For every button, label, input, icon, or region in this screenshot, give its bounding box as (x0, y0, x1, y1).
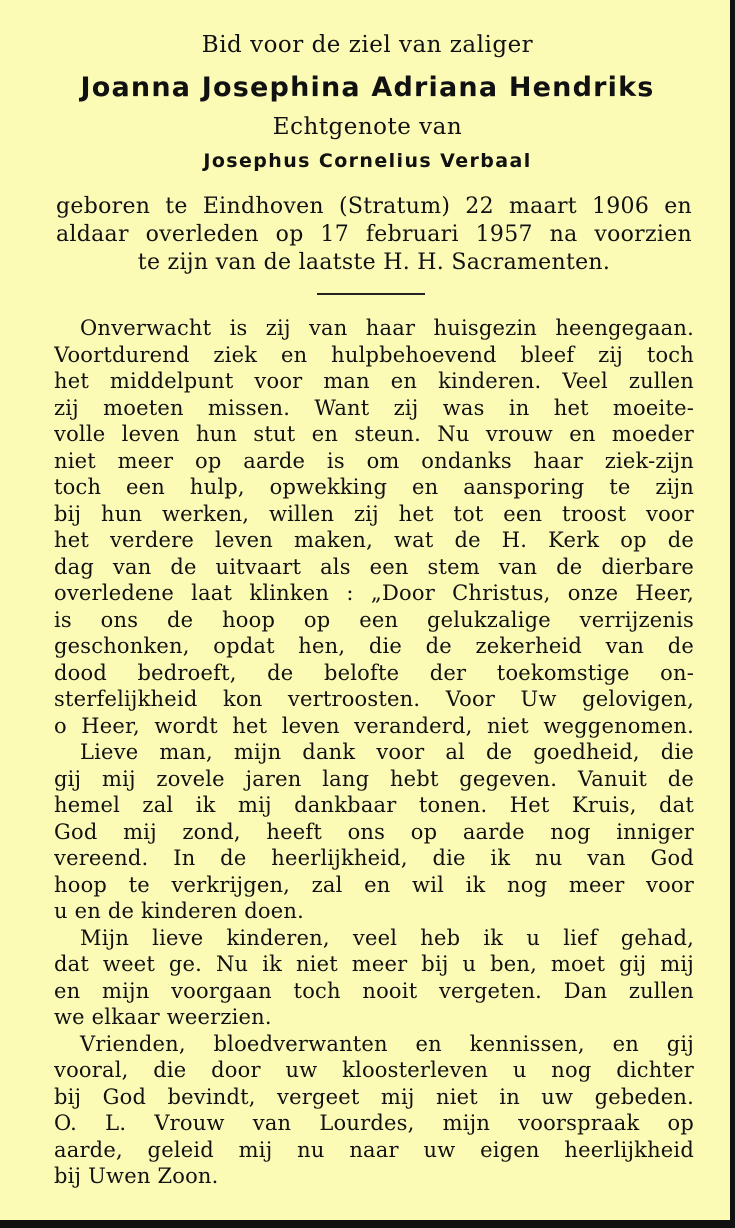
birth-death-paragraph (56, 193, 692, 277)
text-line: het middelpunt voor man en kinderen. Veel zullen (54, 369, 694, 393)
text-line: bij God bevindt, vergeet mij niet in uw gebeden. (54, 1084, 694, 1109)
text-line: hoop te verkrijgen, zal en wil ik nog meer voor (54, 872, 694, 897)
deceased-name: Joanna Josephina Adriana Hendriks (80, 72, 655, 103)
text-line: dat weet ge. Nu ik niet meer bij u ben, moet gij mij (54, 952, 694, 976)
text-line: we elkaar weerzien. (54, 1005, 272, 1029)
text-line: O. L. Vrouw van Lourdes, mijn voorspraak op (54, 1111, 694, 1135)
text-line: sterfelijkheid kon vertroosten. Voor Uw gelovigen, (54, 687, 694, 711)
text-line: en mijn voorgaan toch nooit vergeten. Dan zullen (54, 978, 694, 1003)
text-line: Voortdurend ziek en hulpbehoevend bleef zij toch (54, 342, 694, 367)
text-line: Lieve man, mijn dank voor al de goedheid, die (80, 740, 694, 764)
text-line: toch een hulp, opwekking en aansporing te zijn (54, 475, 694, 499)
text-line: het verdere leven maken, wat de H. Kerk op de (54, 528, 694, 552)
text-line: God mij zond, heeft ons op aarde nog inniger (54, 819, 694, 844)
text-line: Mijn lieve kinderen, veel heb ik u lief gehad, (80, 925, 694, 950)
text-line: te zijn van de laatste H. H. Sacramenten. (137, 250, 611, 275)
text-line: is ons de hoop op een gelukzalige verrijzenis (54, 607, 694, 632)
text-line: dood bedroeft, de belofte der toekomstige on- (54, 660, 694, 685)
text-line: u en de kinderen doen. (54, 899, 304, 923)
text-line: bij Uwen Zoon. (54, 1164, 219, 1188)
text-line: hemel zal ik mij dankbaar tonen. Het Kruis, dat (54, 793, 694, 817)
text-line: overledene laat klinken : „Door Christus, onze Heer, (54, 581, 694, 605)
text-line: niet meer op aarde is om ondanks haar ziek-zijn (54, 448, 694, 473)
text-line: Onverwacht is zij van haar huisgezin heengegaan. (80, 316, 694, 340)
text-line: volle leven hun stut en steun. Nu vrouw en moeder (54, 422, 694, 446)
text-line: o Heer, wordt het leven veranderd, niet weggenomen. (54, 713, 694, 738)
text-line: geboren te Eindhoven (Stratum) 22 maart 1906 en (56, 194, 692, 219)
divider (317, 293, 425, 295)
text-line: vooral, die door uw kloosterleven u nog dichter (54, 1058, 694, 1082)
relation-label: Echtgenote van (272, 114, 463, 140)
text-line: geschonken, opdat hen, die de zekerheid van de (54, 634, 694, 658)
text-line: zij moeten missen. Want zij was in het moeite- (54, 395, 694, 420)
card-border-bottom (0, 1220, 735, 1228)
text-line: Vrienden, bloedverwanten en kennissen, en gij (80, 1031, 694, 1056)
text-line: aarde, geleid mij nu naar uw eigen heerlijkheid (54, 1137, 694, 1162)
card-border-right (730, 0, 735, 1228)
prayer-intro: Bid voor de ziel van zaliger (201, 32, 534, 58)
text-line: aldaar overleden op 17 februari 1957 na voorzien (56, 222, 692, 247)
text-line: vereend. In de heerlijkheid, die ik nu van God (54, 846, 694, 870)
text-line: dag van de uitvaart als een stem van de dierbare (54, 554, 694, 579)
text-line: gij mij zovele jaren lang hebt gegeven. Vanuit de (54, 766, 694, 791)
spouse-name: Josephus Cornelius Verbaal (203, 150, 532, 172)
memorial-text (54, 315, 694, 1190)
text-line: bij hun werken, willen zij het tot een troost voor (54, 501, 694, 526)
